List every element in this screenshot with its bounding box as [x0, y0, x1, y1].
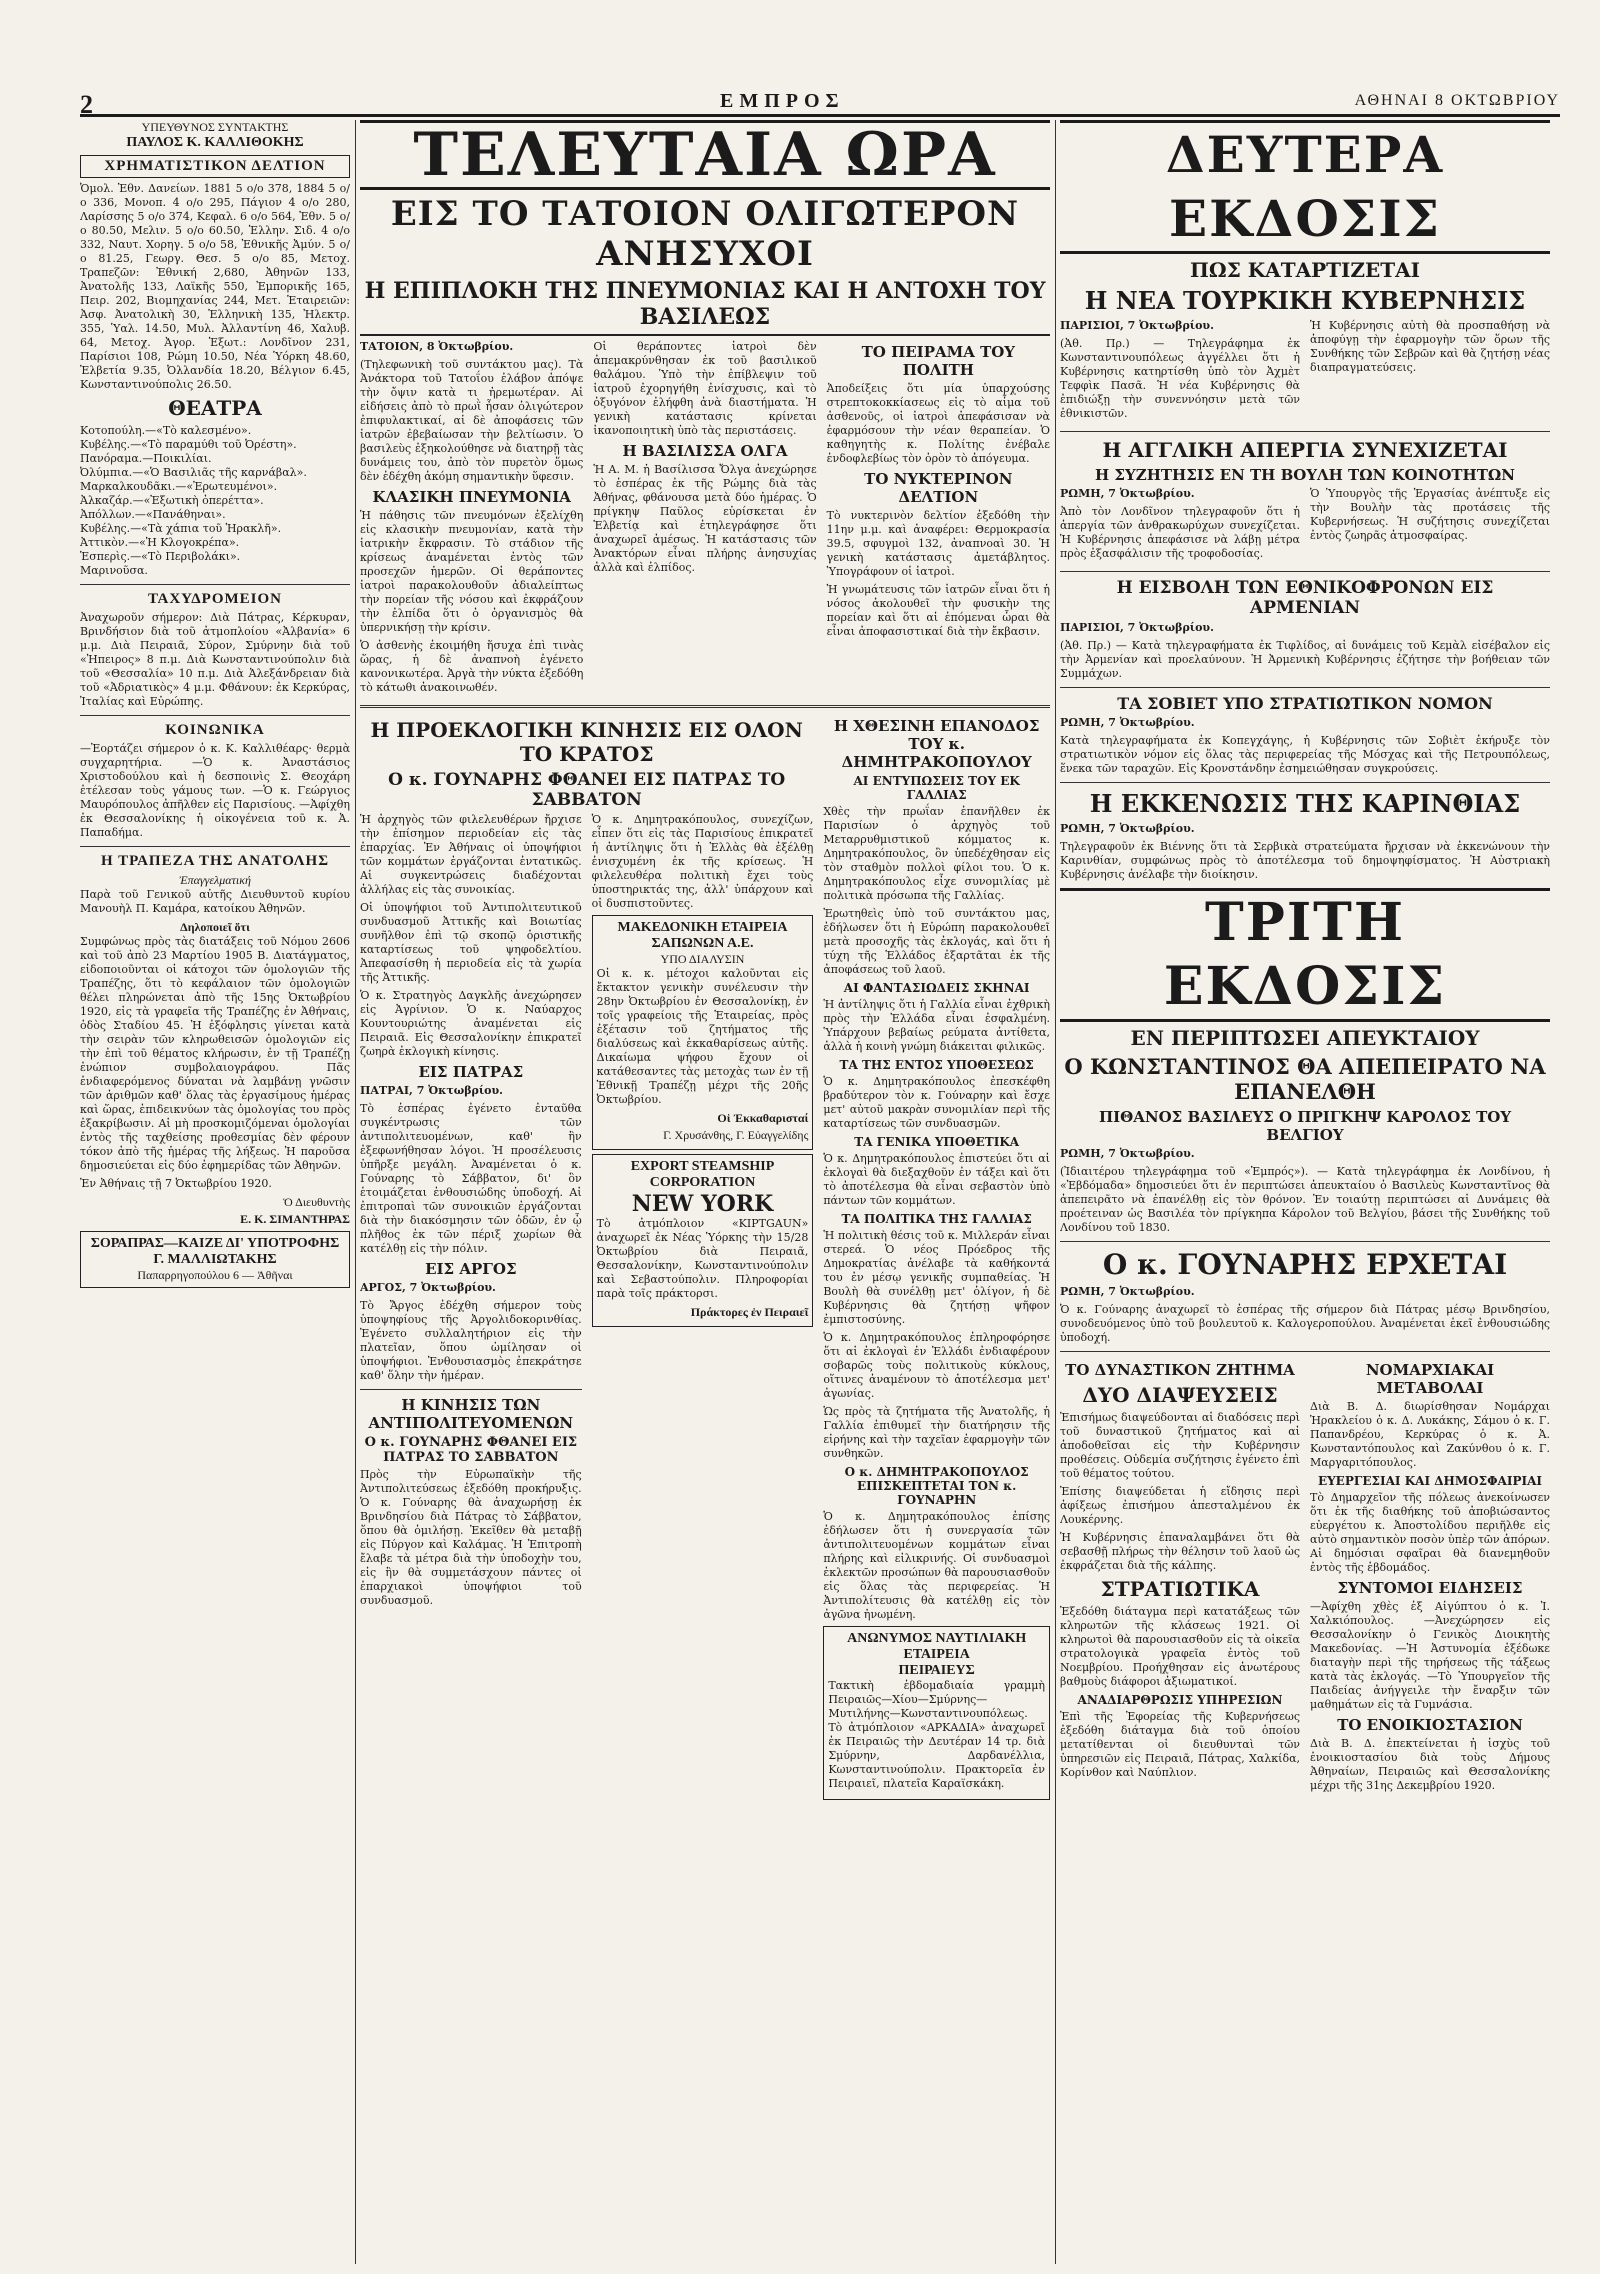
paragraph: Ὁ κ. Δημητρακόπουλος ἐπληροφόρησε ὅτι αἱ ἐκλογαὶ ἐν Ἑλλάδι ἐνδιαφέρουν σοβαρῶς τοὺς πολιτικοὺς κύκλους, οἵτινες ἀναμένουν τὸ ἀποτέλεσμα μετ' ἀγωνίας.	[823, 1331, 1050, 1400]
paragraph: Ὁ κ. Δημητρακόπουλος ἐπιστεύει ὅτι αἱ ἐκλογαὶ θὰ διεξαχθοῦν ἐν τάξει καὶ ὅτι τὸ ἀποτέλεσμα θὰ εἶναι σεβαστὸν ὑπὸ πάντων τῶν κομμάτων.	[823, 1152, 1050, 1207]
paragraph: Ἐξεδόθη διάταγμα περὶ κατατάξεως τῶν κληρωτῶν τῆς κλάσεως 1921. Οἱ κληρωτοὶ θὰ παρουσιασθοῦν εἰς τὰ οἰκεῖα στρατολογικὰ γραφεῖα ἐντὸς τοῦ Νοεμβρίου. Προήχθησαν εἰς ἀνωτέρους βαθμοὺς διάφοροι ἀξιωματικοί.	[1060, 1605, 1300, 1688]
ad-title: ΣΟΡΑΠΡΑΣ—ΚΑΙΖΕ ΔΙ' ΥΠΟΤΡΟΦΗΣ	[90, 1236, 340, 1251]
paragraph: (Τηλεφωνικὴ τοῦ συντάκτου μας). Τὰ Ἀνάκτορα τοῦ Τατοΐου ἐλάβον ἀπόψε τὴν ὄψιν κατὰ τι ἠρεμωτέραν. Αἱ εἰδήσεις ἀπὸ τὸ πρωῒ ἦσαν ὀλιγώτερον ἐπιφυλακτικαί, αἱ δὲ ἀποφάσεις τῶν ἰατρῶν ἐβεβαίωσαν τὴν βελτίωσιν. Ὁ βασιλεὺς ἐξηκολούθησε νὰ διατηρῇ τὰς δυνάμεις του, ἀπὸ τὸν πυρετὸν ὅμως δὲν ἐδέχθη ἀκόμη σημαντικὴν ὕφεσιν.	[360, 358, 584, 483]
subhead: Ο κ. ΔΗΜΗΤΡΑΚΟΠΟΥΛΟΣ ΕΠΙΣΚΕΠΤΕΤΑΙ ΤΟΝ κ. ΓΟΥΝΑΡΗΝ	[844, 1465, 1029, 1507]
paragraph: Ἀπὸ τὸν Λονδῖνον τηλεγραφοῦν ὅτι ἡ ἀπεργία τῶν ἀνθρακωρύχων συνεχίζεται. Ἡ Κυβέρνησις ἀπεφάσισε νὰ λάβῃ μέτρα πρὸς ἐξασφάλισιν τῆς τροφοδοσίας.	[1060, 505, 1300, 560]
strike-headline: Η ΑΓΓΛΙΚΗ ΑΠΕΡΓΙΑ ΣΥΝΕΧΙΖΕΤΑΙ	[1102, 438, 1508, 462]
election-subheadline: Ο κ. ΓΟΥΝΑΡΗΣ ΦΘΑΝΕΙ ΕΙΣ ΠΑΤΡΑΣ ΤΟ ΣΑΒΒΑΤΟΝ	[388, 770, 786, 810]
ad-sign: Οἱ Ἐκκαθαρισταί	[717, 1111, 809, 1125]
paragraph: Ἡ πάθησις τῶν πνευμόνων ἐξελίχθη εἰς κλασικὴν πνευμονίαν, κατὰ τὴν ἰατρικὴν ἔκφρασιν. Τὸ στάδιον τῆς κρίσεως ἀναμένεται ἐντὸς τῶν προσεχῶν ἡμερῶν. Οἱ θεράποντες ἰατροὶ παρακολουθοῦν ἀδιαλείπτως τὴν πορείαν τῆς νόσου καὶ ἐκφράζουν τὴν ἐλπίδα ὅτι ὁ ὀργανισμὸς θὰ ὑπερνικήσῃ τὴν κρίσιν.	[360, 509, 584, 634]
carinthia-headline: Η ΕΚΚΕΝΩΣΙΣ ΤΗΣ ΚΑΡΙΝΘΙΑΣ	[1089, 789, 1521, 818]
subhead: ΤΑ ΤΗΣ ΕΝΤΟΣ ΥΠΟΘΕΣΕΩΣ	[839, 1058, 1034, 1072]
gounaris-headline: Ο κ. ΓΟΥΝΑΡΗΣ ΕΡΧΕΤΑΙ	[1102, 1248, 1508, 1281]
paragraph: Ὁ κ. Στρατηγὸς Δαγκλῆς ἀνεχώρησεν εἰς Ἀγρίνιον. Ὁ κ. Ναύαρχος Κουντουριώτης ἀναμένεται εἰς Πειραιᾶ. Εἰς Θεσσαλονίκην ἐπικρατεῖ ζωηρὰ ἐκλογικὴ κίνησις.	[360, 989, 582, 1058]
stock-box	[80, 155, 350, 178]
paragraph: Κατὰ τηλεγραφήματα ἐκ Κοπεγχάγης, ἡ Κυβέρνησις τῶν Σοβιὲτ ἐκήρυξε τὸν στρατιωτικὸν νόμον εἰς ὅλας τὰς περιφερείας τῆς Μόσχας καὶ τῆς Πετρουπόλεως, ἕνεκα τῶν ταραχῶν. Εἰς Κρονστάνδην ἐσημειώθησαν συγκρούσεις.	[1060, 734, 1550, 775]
ad-address: Παπαρρηγοπούλου 6 — Ἀθῆναι	[137, 1268, 293, 1282]
lower-center	[360, 714, 1050, 1804]
paragraph: Διὰ Β. Δ. διωρίσθησαν Νομάρχαι Ἡρακλείου ὁ κ. Δ. Λυκάκης, Σάμου ὁ κ. Γ. Παπανδρέου, Κερκύρας ὁ κ. Ἀ. Κωνσταντόπουλος καὶ Ζακύνθου ὁ κ. Γ. Μαργαριτόπουλος.	[1310, 1400, 1550, 1469]
paragraph: Ὡς πρὸς τὰ ζητήματα τῆς Ἀνατολῆς, ἡ Γαλλία ἐπιθυμεῖ τὴν διατήρησιν τῆς εἰρήνης καὶ τὴν ταχεῖαν ἐφαρμογὴν τῶν συνθηκῶν.	[823, 1405, 1050, 1460]
armenia-headline: Η ΕΙΣΒΟΛΗ ΤΩΝ ΕΘΝΙΚΟΦΡΟΝΩΝ ΕΙΣ ΑΡΜΕΝΙΑΝ	[1116, 578, 1494, 618]
tatoi-headline: ΕΙΣ ΤΟ ΤΑΤΟΙΟΝ ΟΛΙΓΩΤΕΡΟΝ ΑΝΗΣΥΧΟΙ	[390, 194, 1020, 274]
list-item: Ἀλκαζάρ.—«Ἐξωτικὴ ὀπερέττα».	[80, 494, 264, 507]
list-item: Ὀλύμπια.—«Ὁ Βασιλιᾶς τῆς καρνάβαλ».	[80, 466, 307, 479]
ad-sub: ΠΕΙΡΑΙΕΥΣ	[898, 1663, 975, 1678]
ad-names: Γ. Χρυσάνθης, Γ. Εὐαγγελίδης	[663, 1128, 809, 1142]
paragraph: Ἐρωτηθεὶς ὑπὸ τοῦ συντάκτου μας, ἐδήλωσεν ὅτι ἡ Εὐρώπη παρακολουθεῖ μετὰ προσοχῆς τὰς ἐκλογάς, καὶ ὅτι ἡ τύχη τῆς Ἑλλάδος ἐξαρτᾶται ἐκ τῆς ἀποφάσεως τοῦ λαοῦ.	[823, 907, 1050, 976]
paragraph: Ἐπὶ τῆς Ἐφορείας τῆς Κυβερνήσεως ἐξεδόθη διάταγμα διὰ τοῦ ὁποίου μετατίθενται οἱ διευθυνταὶ τῶν ὑπηρεσιῶν εἰς Πειραιᾶ, Πάτρας, Χαλκίδα, Κορίνθον καὶ Ναύπλιον.	[1060, 1710, 1300, 1779]
divider	[1060, 431, 1550, 432]
divider	[80, 584, 350, 585]
reorg-headline: ΑΝΑΔΙΑΡΘΡΩΣΙΣ ΥΠΗΡΕΣΙΩΝ	[1077, 1693, 1283, 1707]
dateline: ΡΩΜΗ, 7 Ὀκτωβρίου.	[1060, 716, 1195, 729]
post-title: ΤΑΧΥΔΡΟΜΕΙΟΝ	[147, 591, 283, 607]
paragraph: (Ἀθ. Πρ.) — Κατὰ τηλεγραφήματα ἐκ Τιφλίδος, αἱ δυνάμεις τοῦ Κεμὰλ εἰσέβαλον εἰς τὴν Ἀρμενίαν καὶ προελαύνουν. Ἡ Ἀρμενικὴ Κυβέρνησις ἐζήτησε τὴν βοήθειαν τῶν Συμμάχων.	[1060, 639, 1550, 680]
paragraph: —Ἀφίχθη χθὲς ἐξ Αἰγύπτου ὁ κ. Ἰ. Χαλκιόπουλος. —Ἀνεχώρησεν εἰς Θεσσαλονίκην ὁ Γενικὸς Διοικητὴς Μακεδονίας. —Ἡ Ἀστυνομία ἐξέδωκε διαταγὴν περὶ τῆς τηρήσεως τῆς τάξεως κατὰ τὰς ἐκλογάς. —Τὸ Ὑπουργεῖον τῆς Παιδείας ἀνήγγειλε τὴν ἔναρξιν τῶν μαθημάτων εἰς τὰ Γυμνάσια.	[1310, 1600, 1550, 1711]
dateline: ΠΑΡΙΣΙΟΙ, 7 Ὀκτωβρίου.	[1060, 319, 1214, 332]
story-column	[1060, 1358, 1300, 1797]
list-item: Ἑσπερὶς.—«Τὸ Περιβολάκι».	[80, 550, 241, 563]
list-item: Κοτοπούλη.—«Τὸ καλεσμένο».	[80, 424, 252, 437]
bank-text: Συμφώνως πρὸς τὰς διατάξεις τοῦ Νόμου 2606 καὶ τοῦ ἀπὸ 23 Μαρτίου 1905 Β. Διατάγματος, εἰδοποιοῦνται οἱ κάτοχοι τῶν ὁμολογιῶν τῆς Τραπέζης, ὅτι τὸ κεφάλαιον τῶν ὁμολογιῶν θέλει πληρώνεται ἀπὸ τῆς 15ης Ὀκτωβρίου 1920, εἰς τὰ γραφεῖα τῆς Τραπέζης ἐν Ἀθήναις, ὁδὸς Σταδίου 45. Ἡ ἐξόφλησις γίνεται κατὰ τὴν σειρὰν τῶν κληρωθεισῶν ὁμολογιῶν εἰς τὴν ἐπὶ τοῦ θέματος κλήρωσιν, ἐν τῇ Τραπέζῃ ἐνώπιον συμβολαιογράφου. Πᾶς ἐνδιαφερόμενος δύναται νὰ λαμβάνῃ γνῶσιν τῶν ἀριθμῶν καθ' ὅλας τὰς ἐργασίμους ἡμέρας καὶ ὥρας, ἐπιδεικνύων τὰς ὁμολογίας του πρὸς ἐξακρίβωσιν. Αἱ μὴ προσκομιζόμεναι ὁμολογίαι ἐντὸς τῆς ταχθείσης προθεσμίας δὲν φέρουν τόκον ἀπὸ τῆς ἡμέρας τῆς λήξεως. Ἡ παροῦσα δημοσιεύεται εἰς δύο ἐφημερίδας τῶν Ἀθηνῶν.	[80, 935, 350, 1172]
ad-text: Οἱ κ. κ. μέτοχοι καλοῦνται εἰς ἔκτακτον γενικὴν συνέλευσιν τὴν 28ην Ὀκτωβρίου ἐν Θεσσαλονίκῃ, ἐν τοῖς γραφείοις τῆς Ἑταιρείας, πρὸς ἐξέτασιν τοῦ ζητήματος τῆς διαλύσεως καὶ ἐκκαθαρίσεως αὐτῆς. Δικαίωμα ψήφου ἔχουν οἱ κατάθεσαντες τὰς μετοχὰς των ἐν τῇ Ἐθνικῇ Τραπέζῃ μέχρι τῆς 20ῆς Ὀκτωβρίου.	[596, 967, 809, 1106]
paragraph: Πρὸς τὴν Εὐρωπαϊκὴν τῆς Ἀντιπολιτεύσεως ἐξεδόθη προκήρυξις. Ὁ κ. Γούναρης θὰ ἀναχωρήσῃ ἐκ Βρινδησίου διὰ Πάτρας τὸ Σάββατον, ὅπου θὰ ὁμιλήσῃ. Ἐκεῖθεν θὰ μεταβῇ εἰς Πύργον καὶ Καλάμας. Ἡ Ἐπιτροπὴ ἔλαβε τὰ μέτρα διὰ τὴν ὑποδοχὴν του, εἰς ἣν θὰ συμμετάσχουν πάντες οἱ ἐπαρχιακοὶ ὑποψήφιοι τοῦ συνδυασμοῦ.	[360, 1468, 582, 1607]
story-column	[1310, 1358, 1550, 1797]
stock-title: ΧΡΗΜΑΤΙΣΤΙΚΟΝ ΔΕΛΤΙΟΝ	[104, 158, 326, 174]
list-item: Ἀττικὸν.—«Ἡ Κλογοκρέπα».	[80, 536, 240, 549]
subhead: ΤΟ ΝΥΚΤΕΡΙΝΟΝ ΔΕΛΤΙΟΝ	[864, 470, 1013, 506]
stock-text: Ὁμολ. Ἐθν. Δανείων. 1881 5 ο/ο 378, 1884 5 ο/ο 336, Μονοπ. 4 ο/ο 295, Πάγιον 4 ο/ο 280, Λαρίσσης 5 ο/ο 374, Κεφαλ. 6 ο/ο 564, Ἐθν. 5 ο/ο 80.50, Μελιν. 5 ο/ο 60.50, Ἐλλην. Σιδ. 4 ο/ο 332, Ναυτ. Χορηγ. 5 ο/ο 58, Ἐθνικῆς Ἀμύν. 5 ο/ο 81.25, Γεωργ. Θεσ. 5 ο/ο 85, Μετοχ. Τραπεζῶν: Ἐθνική 2,680, Ἀθηνῶν 133, Ἀνατολῆς 133, Λαϊκῆς 550, Ἐμπορικῆς 165, Πειρ. 202, Βιομηχανίας 244, Μετ. Ἑταιρειῶν: Ἀσφ. Ἀνατολικὴ 30, Ἑλληνικὴ 135, Ἠλεκτρ. 355, Ὑαλ. 14.50, Μυλ. Ἀλλαντίνη 46, Χαλυβ. 64, Μετοχ. Ἀγορ. Ἐξωτ.: Λονδῖνον 231, Παρίσιοι 108, Ρώμη 10.50, Νέα Ὑόρκη 48.60, Ἐλβετία 9.35, Ὀλλανδία 18.20, Βέλγιον 6.45, Κωνσταντινούπολις 26.50.	[80, 182, 350, 391]
bank-sign: Ε. Κ. ΣΙΜΑΝΤΗΡΑΣ	[240, 1212, 350, 1226]
paragraph: Ἡ πολιτικὴ θέσις τοῦ κ. Μιλλεράν εἶναι στερεά. Ὁ νέος Πρόεδρος τῆς Δημοκρατίας ἀνέλαβε τὰ καθήκοντά του ἐν μέσῳ γενικῆς συμπαθείας. Ἡ Βουλὴ θὰ συνέλθῃ μετ' ὀλίγον, ἡ δὲ Κυβέρνησις θὰ ζητήσῃ ψῆφον ἐμπιστοσύνης.	[823, 1229, 1050, 1326]
paragraph: Ὁ Ὑπουργὸς τῆς Ἐργασίας ἀνέπτυξε εἰς τὴν Βουλὴν τὰς προτάσεις τῆς Κυβερνήσεως. Ἡ συζήτησις συνεχίζεται ἐντὸς ζωηρᾶς ἀτμοσφαίρας.	[1310, 487, 1550, 542]
ad-agent: Πράκτορες ἐν Πειραιεῖ	[690, 1305, 809, 1319]
divider	[1060, 1351, 1550, 1352]
short-news-headline: ΣΥΝΤΟΜΟΙ ΕΙΔΗΣΕΙΣ	[1337, 1579, 1523, 1597]
charity-headline: ΕΥΕΡΓΕΣΙΑΙ ΚΑΙ ΔΗΜΟΣΦΑΙΡΙΑΙ	[1317, 1474, 1543, 1488]
list-item: Κυβέλης.—«Τὸ παραμύθι τοῦ Ὀρέστη».	[80, 438, 297, 451]
dateline: ΡΩΜΗ, 7 Ὀκτωβρίου.	[1060, 1285, 1195, 1298]
story-column	[360, 813, 582, 1612]
subhead: ΤΟ ΠΕΙΡΑΜΑ ΤΟΥ ΠΟΛΙΤΗ	[861, 343, 1016, 379]
divider	[1060, 571, 1550, 572]
tailor-ad	[80, 1231, 350, 1288]
story-column	[1060, 319, 1300, 425]
page-number: 2	[80, 90, 93, 119]
ad-title: EXPORT STEAMSHIP CORPORATION	[630, 1159, 775, 1190]
divider	[1060, 1241, 1550, 1242]
theatre-title: ΘΕΑΤΡΑ	[168, 396, 262, 420]
military-headline: ΣΤΡΑΤΙΩΤΙΚΑ	[1100, 1577, 1260, 1601]
third-edition-banner: ΤΡΙΤΗ ΕΚΔΟΣΙΣ	[1060, 888, 1550, 1022]
paragraph: Ἐπίσης διαψεύδεται ἡ εἴδησις περὶ ἀφίξεως ἐπισήμου ἀπεσταλμένου ἐκ Λουκέρνης.	[1060, 1485, 1300, 1526]
story-column	[592, 813, 814, 1612]
list-item: Κυβέλης.—«Τὰ χάπια τοῦ Ἡρακλῆ».	[80, 522, 282, 535]
center-column	[360, 120, 1050, 2264]
turkey-headline: ΠΩΣ ΚΑΤΑΡΤΙΖΕΤΑΙ	[1190, 258, 1420, 282]
paragraph: Ἡ ἀντίληψις ὅτι ἡ Γαλλία εἶναι ἐχθρικὴ πρὸς τὴν Ἑλλάδα εἶναι ἐσφαλμένη. Ὑπάρχουν βεβαίως ρεύματα ἀντίθετα, ἀλλὰ ἡ κοινὴ γνώμη διάκειται φιλικῶς.	[823, 998, 1050, 1053]
social-text: —Ἐορτάζει σήμερον ὁ κ. Κ. Καλλιθέαρς· θερμὰ συγχαρητήρια. —Ὁ κ. Ἀναστάσιος Χριστοδούλου καὶ ἡ δεσποινὶς Σ. Θεοχάρη ἐτέλεσαν τοὺς γάμους των. —Ὁ κ. Γεώργιος Μαυρόπουλος ἀπῆλθεν εἰς Παρισίους. —Ἀφίχθη ἐκ Θεσσαλονίκης ἡ οἰκογένεια τοῦ κ. Ἀ. Παπαδήμα.	[80, 742, 350, 839]
divider	[80, 715, 350, 716]
divider	[360, 1389, 582, 1390]
divider	[360, 705, 1050, 708]
bank-title: Η ΤΡΑΠΕΖΑ ΤΗΣ ΑΝΑΤΟΛΗΣ	[100, 853, 330, 869]
subhead: ΤΑ ΠΟΛΙΤΙΚΑ ΤΗΣ ΓΑΛΛΙΑΣ	[841, 1212, 1032, 1226]
story-column	[1310, 487, 1550, 565]
paragraph: Ἐπισήμως διαψεύδονται αἱ διαδόσεις περὶ τοῦ δυναστικοῦ ζητήματος καὶ αἱ ἀποδοθεῖσαι εἰς τὴν Κυβέρνησιν προθέσεις. Οὐδεμία συζήτησις ἐγένετο ἐπὶ τοῦ θέματος τούτου.	[1060, 1411, 1300, 1480]
dateline: ΤΑΤΟΙΟΝ, 8 Ὀκτωβρίου.	[360, 340, 514, 353]
dynastic-headline: ΤΟ ΔΥΝΑΣΤΙΚΟΝ ΖΗΤΗΜΑ	[1065, 1361, 1295, 1379]
editor-name: ΠΑΥΛΟΣ Κ. ΚΑΛΛΙΘΟΚΗΣ	[126, 135, 304, 150]
last-hour-banner: ΤΕΛΕΥΤΑΙΑ ΩΡΑ	[360, 120, 1050, 190]
prefect-headline: ΝΟΜΑΡΧΙΑΚΑΙ ΜΕΤΑΒΟΛΑΙ	[1365, 1361, 1495, 1397]
list-item: Πανόραμα.—Ποικιλίαι.	[80, 452, 212, 465]
steamship-ad	[592, 1154, 814, 1327]
paragraph: Ὁ κ. Δημητρακόπουλος, συνεχίζων, εἶπεν ὅτι εἰς τὰς Παρισίους ἐπικρατεῖ ἡ ἀντίληψις ὅτι ἡ Ἑλλὰς θὰ ἐξέλθῃ ἐνισχυμένη ἐκ τῆς κρίσεως. Ἡ φιλελευθέρα πολιτικὴ ἔχει τοὺς ὑποστηρικτάς της, ἀλλ' ὑπάρχουν καὶ οἱ δυσπιστοῦντες.	[591, 813, 814, 910]
bank-lead: Παρὰ τοῦ Γενικοῦ αὐτῆς Διευθυντοῦ κυρίου Μανουὴλ Π. Καμάρα, κατοίκου Ἀθηνῶν.	[80, 888, 350, 915]
subhead: Η ΒΑΣΙΛΙΣΣΑ ΟΛΓΑ	[622, 442, 788, 460]
column-rule	[1055, 120, 1056, 2264]
dateline: ΡΩΜΗ, 7 Ὀκτωβρίου.	[1060, 822, 1195, 835]
paragraph: Ὁ ἀσθενὴς ἐκοιμήθη ἥσυχα ἐπὶ τινὰς ὥρας, ἡ δὲ ἀναπνοὴ ἐγένετο κανονικωτέρα. Ἀργὰ τὴν νύκτα ἐξεδόθη τὸ κάτωθι ἀνακοινωθέν.	[360, 639, 584, 694]
ad-name: Γ. ΜΑΛΛΙΩΤΑΚΗΣ	[153, 1252, 277, 1267]
ad-sub: ΥΠΟ ΔΙΑΛΥΣΙΝ	[660, 952, 745, 966]
bank-place: Ἐν Ἀθήναις τῇ 7 Ὀκτωβρίου 1920.	[80, 1177, 272, 1190]
divider	[1060, 782, 1550, 783]
list-item: Ἀπόλλων.—«Πανάθηναι».	[80, 508, 226, 521]
paragraph: Ἡ Α. Μ. ἡ Βασίλισσα Ὄλγα ἀνεχώρησε τὸ ἑσπέρας ἐκ τῆς Ρώμης διὰ τὰς Ἀθήνας, φθάνουσα μετὰ δύο ἡμέρας. Ὁ πρίγκηψ Παῦλος εὑρίσκεται ἐν Ἑλβετίᾳ καὶ ἐτηλεγράφησε ὅτι ἀναχωρεῖ ἀμέσως. Ἡ κατάστασις τῶν Ἀνακτόρων εἶναι πλήρης ἀνησυχίας ἀλλὰ καὶ ἐλπίδος.	[593, 463, 817, 574]
paragraph: Ἡ ἀρχηγὸς τῶν φιλελευθέρων ἤρχισε τὴν ἐπίσημον περιοδείαν εἰς τὰς ἐπαρχίας. Ἐν Ἀθήναις οἱ ὑποψήφιοι τῶν κομμάτων ἐργάζονται ἐντατικῶς. Αἱ συγκεντρώσεις διαδέχονται ἀλλήλας εἰς τὰς συνοικίας.	[360, 813, 582, 896]
paragraph: Ἡ Κυβέρνησις αὐτὴ θὰ προσπαθήσῃ νὰ ἀποφύγῃ τὴν ἐφαρμογὴν τῶν ὅρων τῆς Συνθήκης τῶν Σεβρῶν καὶ θὰ ζητήσῃ νέας διαπραγματεύσεις.	[1310, 319, 1550, 374]
paragraph: Ὁ κ. Δημητρακόπουλος ἐπεσκέφθη βραδύτερον τὸν κ. Γούναρην καὶ ἔσχε μετ' αὐτοῦ μακρὰν συνομιλίαν περὶ τῆς καταρτίσεως τῶν συνδυασμῶν.	[823, 1075, 1050, 1130]
story-column	[593, 340, 816, 699]
dateline: ΠΑΤΡΑΙ, 7 Ὀκτωβρίου.	[360, 1084, 503, 1097]
bank-sign-role: Ὁ Διευθυντὴς	[283, 1195, 350, 1209]
soviet-headline: ΤΑ ΣΟΒΙΕΤ ΥΠΟ ΣΤΡΑΤΙΩΤΙΚΟΝ ΝΟΜΟΝ	[1117, 694, 1493, 713]
ad-text: Τακτικὴ ἑβδομαδιαία γραμμὴ Πειραιῶς—Χίου—Σμύρνης—Μυτιλήνης—Κωνσταντινουπόλεως. Τὸ ἀτμόπλοιον «ΑΡΚΑΔΙΑ» ἀναχωρεῖ ἐκ Πειραιῶς τὴν Δευτέραν 14 τρ. διὰ Σμύρνην, Δαρδανέλλια, Κωνσταντινούπολιν. Πρακτορεῖα ἐν Πειραιεῖ, πλατεῖα Καραϊσκάκη.	[828, 1679, 1045, 1790]
subhead: ΕΙΣ ΠΑΤΡΑΣ	[418, 1063, 524, 1081]
social-title: ΚΟΙΝΩΝΙΚΑ	[165, 722, 265, 738]
masthead	[80, 90, 1560, 117]
theatre-list	[80, 424, 350, 578]
paragraph: Τὸ νυκτερινὸν δελτίον ἐξεδόθη τὴν 11ην μ.μ. καὶ ἀναφέρει: Θερμοκρασία 39.5, σφυγμοὶ 132, ἀναπνοαὶ 30. Ἡ γενικὴ κατάστασις ἀμετάβλητος. Ὑπογράφουν οἱ ἰατροὶ.	[826, 509, 1050, 578]
dynastic-subheadline: ΔΥΟ ΔΙΑΨΕΥΣΕΙΣ	[1082, 1383, 1278, 1407]
story-column	[360, 340, 583, 699]
paragraph: Χθὲς τὴν πρωΐαν ἐπανῆλθεν ἐκ Παρισίων ὁ ἀρχηγὸς τοῦ Μεταρρυθμιστικοῦ κόμματος κ. Δημητρακόπουλος, ὃν ὑπεδέχθησαν εἰς τὸν σταθμὸν πολλοὶ φίλοι του. Ὁ κ. Δημητρακόπουλος εἶχε συνομιλίας μὲ πολιτικὰ πρόσωπα τῆς Γαλλίας.	[823, 805, 1050, 902]
election-block	[360, 714, 813, 1804]
paragraph: Ἀποδείξεις ὅτι μία ὑπαρχούσης στρεπτοκοκκίασεως εἰς τὸ αἷμα τοῦ ἀσθενοῦς, οἱ ἰατροὶ ἀπεφάσισαν νὰ ἐφαρμόσουν τὴν νέαν θεραπείαν. Ὁ καθηγητὴς κ. Πολίτης ἐνέβαλε ἐνδοφλεβίως τὸν ὀρὸν τὸ ἀπόγευμα.	[826, 382, 1050, 465]
election-headline: Η ΠΡΟΕΚΛΟΓΙΚΗ ΚΙΝΗΣΙΣ ΕΙΣ ΟΛΟΝ ΤΟ ΚΡΑΤΟΣ	[370, 718, 803, 766]
paragraph: (Ἰδιαιτέρου τηλεγράφημα τοῦ «Ἐμπρός»). — Κατὰ τηλεγράφημα ἐκ Λονδίνου, ἡ «Ἐβδόμαδα» δημοσιεύει ὅτι ἐν περιπτώσει ἀπευκταίου ὁ Βασιλεὺς Κωνσταντῖνος θὰ ἀπεπειρᾶτο νὰ ἐπανέλθῃ εἰς τὸν θρόνον. Ἐν τοιαύτῃ περιπτώσει αἱ Δυνάμεις θὰ προέτειναν ὡς Βασιλέα τὸν πρίγκηπα Κάρολον τοῦ Βελγίου, βάσει τῆς Συνθήκης τοῦ Λονδίνου τοῦ 1830.	[1060, 1165, 1550, 1234]
opposition-headline: Η ΚΙΝΗΣΙΣ ΤΩΝ ΑΝΤΙΠΟΛΙΤΕΥΟΜΕΝΩΝ	[368, 1396, 574, 1432]
dimitrakopoulos-headline: Η ΧΘΕΣΙΝΗ ΕΠΑΝΟΔΟΣ ΤΟΥ κ. ΔΗΜΗΤΡΑΚΟΠΟΥΛΟΥ	[833, 717, 1040, 771]
paragraph: Διὰ Β. Δ. ἐπεκτείνεται ἡ ἰσχὺς τοῦ ἐνοικιοστασίου διὰ τοὺς Δήμους Ἀθηναίων, Πειραιῶς καὶ Θεσσαλονίκης μέχρι τῆς 31ης Δεκεμβρίου 1920.	[1310, 1737, 1550, 1792]
list-item: Μαρκαλκουδᾶκι.—«Ἐρωτευμένοι».	[80, 480, 278, 493]
paragraph: Οἱ ὑποψήφιοι τοῦ Ἀντιπολιτευτικοῦ συνδυασμοῦ Ἀττικῆς καὶ Βοιωτίας συνῆλθον ἐπὶ τῷ σκοπῷ ὁριστικῆς καταρτίσεως τοῦ ψηφοδελτίου. Ἀπεφασίσθη ἡ περιοδεία εἰς τὰ χωρία τῆς Ἀττικῆς.	[360, 901, 582, 984]
paragraph: Ὁ κ. Γούναρης ἀναχωρεῖ τὸ ἑσπέρας τῆς σήμερον διὰ Πάτρας μέσῳ Βρινδησίου, συνοδευόμενος ὑπὸ τοῦ βουλευτοῦ κ. Καλογεροπούλου. Ἀναμένεται ἐκεῖ ἐνθουσιώδης ὑποδοχή.	[1060, 1303, 1550, 1344]
ad-city: NEW YORK	[631, 1191, 774, 1217]
paragraph: Ἡ Κυβέρνησις ἐπαναλαμβάνει ὅτι θὰ σεβασθῇ πλήρως τὴν θέλησιν τοῦ λαοῦ ὡς ἐκφράζεται διὰ τῆς κάλπης.	[1060, 1531, 1300, 1572]
third-subheadline: ΕΝ ΠΕΡΙΠΤΩΣΕΙ ΑΠΕΥΚΤΑΙΟΥ	[1130, 1026, 1480, 1050]
paragraph: Οἱ θεράποντες ἰατροὶ δὲν ἀπεμακρύνθησαν ἐκ τοῦ βασιλικοῦ θαλάμου. Ὑπὸ τὴν ἐπίβλεψιν τοῦ ἰατροῦ ἐχορηγήθη ἐνίσχυσις, καὶ τὸ ὀξυγόνον ἐλήφθη ἀνὰ διαστήματα. Ἡ γενικὴ κατάστασις κρίνεται ἱκανοποιητικὴ ὑπὸ τὰς περιστάσεις.	[593, 340, 817, 437]
tatoi-subheadline: Η ΕΠΙΠΛΟΚΗ ΤΗΣ ΠΝΕΥΜΟΝΙΑΣ ΚΑΙ Η ΑΝΤΟΧΗ ΤΟΥ ΒΑΣΙΛΕΩΣ	[360, 278, 1050, 336]
ad-title: ΜΑΚΕΔΟΝΙΚΗ ΕΤΑΙΡΕΙΑ ΣΑΠΩΝΩΝ Α.Ε.	[617, 920, 788, 951]
ad-title: ΑΝΩΝΥΜΟΣ ΝΑΥΤΙΛΙΑΚΗ ΕΤΑΙΡΕΙΑ	[847, 1631, 1027, 1662]
subhead: ΚΛΑΣΙΚΗ ΠΝΕΥΜΟΝΙΑ	[372, 488, 571, 506]
divider	[1060, 687, 1550, 688]
subhead: ΕΙΣ ΑΡΓΟΣ	[425, 1260, 517, 1278]
dateline: ΡΩΜΗ, 7 Ὀκτωβρίου.	[1060, 487, 1195, 500]
dateline: ΡΩΜΗ, 7 Ὀκτωβρίου.	[1060, 1147, 1195, 1160]
column-rule	[355, 120, 356, 2264]
paragraph: Τὸ Ἄργος ἐδέχθη σήμερον τοὺς ὑποψηφίους τῆς Ἀργολιδοκορινθίας. Ἐγένετο συλλαλητήριον εἰς τὴν πλατεῖαν, ὅπου ὡμίλησαν οἱ ὑποψήφιοι. Ἐνθουσιασμὸς ἐπεκράτησε καθ' ὅλην τὴν ἡμέραν.	[360, 1299, 582, 1382]
rent-headline: ΤΟ ΕΝΟΙΚΙΟΣΤΑΣΙΟΝ	[1337, 1716, 1523, 1734]
story-column	[1310, 319, 1550, 425]
paragraph: Τὸ ἑσπέρας ἐγένετο ἐνταῦθα συγκέντρωσις τῶν ἀντιπολιτευομένων, καθ' ἣν ἐξεφωνήθησαν λόγοι. Ἡ προσέλευσις ὑπῆρξε μεγάλη. Ἀναμένεται ὁ κ. Γούναρης τὸ Σάββατον, δι' ὃν ἑτοιμάζεται ἐνθουσιώδης ὑποδοχή. Αἱ ἐπιτροπαὶ τῶν συνοικιῶν ἐργάζονται διὰ τὴν διακόσμησιν τῶν ὁδῶν, ἐν ᾧ πλῆθος ἐκ τῶν πέριξ χωρίων θὰ κατέλθῃ εἰς τὴν πόλιν.	[360, 1102, 582, 1255]
paragraph: Ἡ γνωμάτευσις τῶν ἰατρῶν εἶναι ὅτι ἡ νόσος ἀκολουθεῖ τὴν φυσικὴν της πορείαν καὶ ὅτι αἱ ἐπόμεναι ὧραι θὰ εἶναι ἀποφασιστικαί διὰ τὴν ἔκβασιν.	[826, 583, 1050, 638]
story-column	[1060, 487, 1300, 565]
tatoi-story	[360, 340, 1050, 699]
date-line: ΑΘΗΝΑΙ 8 ΟΚΤΩΒΡΙΟΥ	[1354, 92, 1560, 109]
dateline: ΠΑΡΙΣΙΟΙ, 7 Ὀκτωβρίου.	[1060, 621, 1214, 634]
constantine-subheadline: ΠΙΘΑΝΟΣ ΒΑΣΙΛΕΥΣ Ο ΠΡΙΓΚΗΨ ΚΑΡΟΛΟΣ ΤΟΥ ΒΕΛΓΙΟΥ	[1098, 1108, 1512, 1144]
turkey-subheadline: Η ΝΕΑ ΤΟΥΡΚΙΚΗ ΚΥΒΕΡΝΗΣΙΣ	[1084, 286, 1526, 315]
shipping-ad	[823, 1626, 1050, 1800]
constantine-headline: Ο ΚΩΝΣΤΑΝΤΙΝΟΣ ΘΑ ΑΠΕΠΕΙΡΑΤΟ ΝΑ ΕΠΑΝΕΛΘΗ	[1064, 1054, 1546, 1104]
paragraph: Τηλεγραφοῦν ἐκ Βιέννης ὅτι τὰ Σερβικὰ στρατεύματα ἤρχισαν νὰ ἐκκενώνουν τὴν Καρινθίαν, συμφώνως πρὸς τὸ ἀποτέλεσμα τοῦ δημοψηφίσματος. Ἡ Αὐστριακὴ Κυβέρνησις ἀνέλαβε τὴν διοίκησιν.	[1060, 840, 1550, 881]
bank-sub: Ἐπαγγελματική	[179, 873, 251, 887]
post-text: Ἀναχωροῦν σήμερον: Διὰ Πάτρας, Κέρκυραν, Βρινδήσιον διὰ τοῦ ἀτμοπλοίου «Ἀλβανία» 6 μ.μ. Διὰ Πειραιᾶ, Σύρον, Σμύρνην διὰ τοῦ «Ἠπειρος» 8 π.μ. Διὰ Κωνσταντινούπολιν διὰ τοῦ «Θεσσαλία» 10 π.μ. Διὰ Ἀλεξάνδρειαν διὰ τοῦ «Ἀδριατικὸς» 4 μ.μ. Φθάνουν: ἐκ Κερκύρας, Ἰταλίας καὶ Εὐρώπης.	[80, 611, 350, 708]
paragraph: Ὁ κ. Δημητρακόπουλος ἐπίσης ἐδήλωσεν ὅτι ἡ συνεργασία τῶν ἀντιπολιτευομένων κομμάτων εἶναι πλήρης καὶ εἰλικρινής. Οἱ συνδυασμοὶ ἐκλεκτῶν προσώπων θὰ παρουσιασθοῦν εἰς ὅλας τὰς περιφερείας. Ἡ Ἀντιπολίτευσις θὰ κατέλθῃ εἰς τὸν ἀγῶνα ἡνωμένη.	[823, 1510, 1050, 1621]
story-column	[827, 340, 1050, 699]
bank-notice: Δηλοποιεῖ ὅτι	[180, 920, 250, 934]
dateline: ΑΡΓΟΣ, 7 Ὀκτωβρίου.	[360, 1281, 496, 1294]
dimitrakopoulos-subheadline: ΑΙ ΕΝΤΥΠΩΣΕΙΣ ΤΟΥ ΕΚ ΓΑΛΛΙΑΣ	[853, 774, 1020, 802]
paragraph: (Ἀθ. Πρ.) — Τηλεγράφημα ἐκ Κωνσταντινουπόλεως ἀγγέλλει ὅτι ἡ Κυβέρνησις κατηρτίσθη ὑπὸ τὸν Ἀχμὲτ Τεφφὶκ Πασᾶ. Ἡ νέα Κυβέρνησις θὰ ἐπιδιώξῃ τὴν συνεννόησιν μετὰ τῶν ἐθνικιστῶν.	[1060, 337, 1300, 420]
second-edition-banner: ΔΕΥΤΕΡΑ ΕΚΔΟΣΙΣ	[1060, 120, 1550, 254]
strike-subheadline: Η ΣΥΖΗΤΗΣΙΣ ΕΝ ΤΗ ΒΟΥΛΗ ΤΩΝ ΚΟΙΝΟΤΗΤΩΝ	[1095, 466, 1515, 484]
paragraph: Τὸ Δημαρχεῖον τῆς πόλεως ἀνεκοίνωσεν ὅτι ἐκ τῆς διαθήκης τοῦ ἀποβιώσαντος εὐεργέτου κ. Ἀποστολίδου περιῆλθε εἰς αὐτὸ σημαντικὸν ποσὸν ὑπὲρ τῶν ἀπόρων. Αἱ δημόσιαι σφαῖραι θὰ διανεμηθοῦν ἐντὸς τῆς ἑβδομάδος.	[1310, 1491, 1550, 1574]
opposition-subheadline: Ο κ. ΓΟΥΝΑΡΗΣ ΦΘΑΝΕΙ ΕΙΣ ΠΑΤΡΑΣ ΤΟ ΣΑΒΒΑΤΟΝ	[364, 1435, 578, 1465]
editor-kicker: ΥΠΕΥΘΥΝΟΣ ΣΥΝΤΑΚΤΗΣ	[141, 120, 289, 134]
soap-company-ad	[592, 915, 814, 1150]
paper-name: ΕΜΠΡΟΣ	[720, 90, 845, 112]
ad-text: Τὸ ἀτμόπλοιον «KIPTGAUN» ἀναχωρεῖ ἐκ Νέας Ὑόρκης τὴν 15/28 Ὀκτωβρίου διὰ Πειραιᾶ, Θεσσαλονίκην, Κωνσταντινούπολιν καὶ Σεβαστούπολιν. Πληροφορίαι παρὰ τοῖς πράκτορσι.	[596, 1217, 809, 1300]
subhead: ΑΙ ΦΑΝΤΑΣΙΩΔΕΙΣ ΣΚΗΝΑΙ	[843, 981, 1030, 995]
dimitrakopoulos-block	[823, 714, 1050, 1804]
list-item: Μαρινοῦσα.	[80, 564, 148, 577]
right-column	[1060, 120, 1550, 2264]
left-column	[80, 120, 350, 2264]
divider	[80, 846, 350, 847]
subhead: ΤΑ ΓΕΝΙΚΑ ΥΠΟΘΕΤΙΚΑ	[854, 1135, 1020, 1149]
